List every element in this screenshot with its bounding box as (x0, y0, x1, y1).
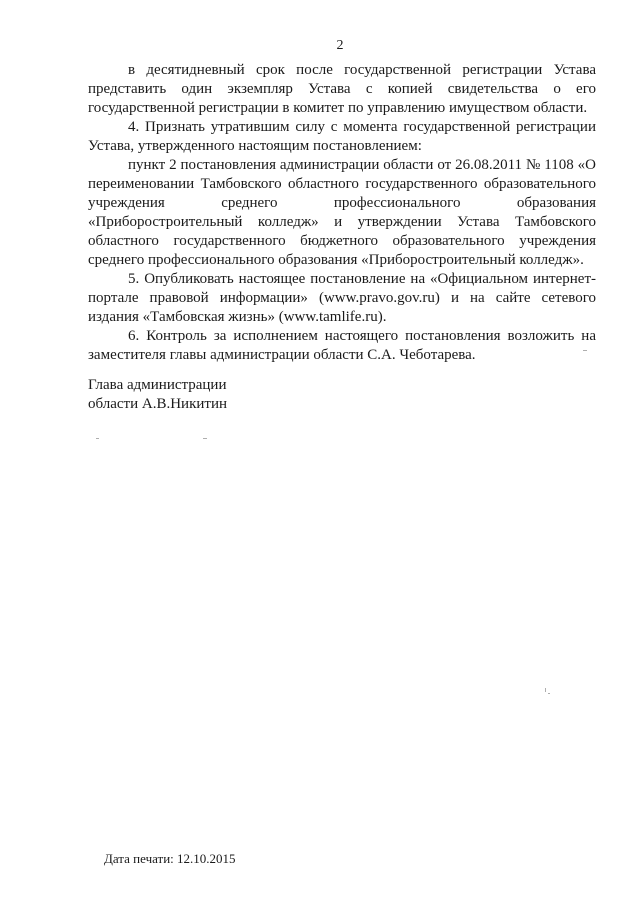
scan-speck (96, 438, 99, 439)
scan-speck (548, 693, 550, 694)
paragraph-item-4-subpoint: пункт 2 постановления администрации области от 26.08.2011 № 1108 «О переименовании Тамбовского областного государственного образовательного учреждения среднего профессионального образования «Приборостроительный колледж» и утверждении Устава Тамбовского областного государственного бюджетного образовательного учреждения среднего профессионального образования «Приборостроительный колледж». (88, 157, 596, 268)
paragraph-item-5: 5. Опубликовать настоящее постановление на «Официальном интернет-портале правовой информации» (www.pravo.gov.ru) и на сайте сетевого издания «Тамбовская жизнь» (www.tamlife.ru). (88, 271, 596, 325)
paragraph-item-4: 4. Признать утратившим силу с момента государственной регистрации Устава, утвержденного настоящим постановлением: (88, 119, 596, 154)
print-date: Дата печати: 12.10.2015 (104, 851, 236, 866)
scan-speck (545, 688, 546, 692)
signature-title: Глава администрации (88, 377, 227, 393)
signature-name: области А.В.Никитин (88, 396, 228, 412)
paragraph-item-6: 6. Контроль за исполнением настоящего постановления возложить на заместителя главы администрации области С.А. Чеботарева. (88, 328, 596, 363)
scan-speck (583, 350, 587, 351)
document-body (88, 61, 596, 365)
page-number: 2 (336, 38, 344, 53)
signature-block (88, 376, 227, 414)
paragraph-registration-clause: в десятидневный срок после государственной регистрации Устава представить один экземпляр Устава с копией свидетельства о его государственной регистрации в комитет по управлению имуществом области. (88, 62, 596, 116)
scan-speck (203, 438, 207, 439)
